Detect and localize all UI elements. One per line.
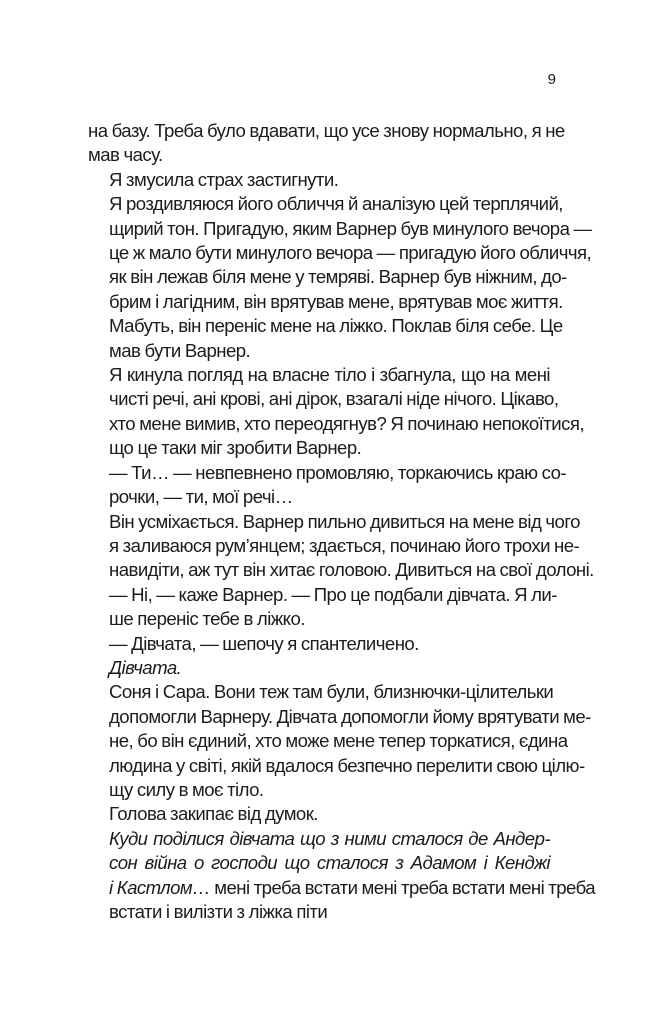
text-line — [88, 436, 550, 460]
paragraph — [88, 656, 550, 680]
text-line — [88, 387, 559, 411]
text-run: допомогли Варнеру. Дівчата допомогли йому врятувати ме- — [109, 705, 591, 727]
paragraph — [88, 192, 592, 363]
text-run: ше переніс тебе в ліжко. — [109, 608, 305, 630]
paragraph — [88, 168, 550, 192]
text-line — [88, 583, 557, 607]
text-run: на базу. Треба було вдавати, що усе знову нормально, я не — [88, 120, 565, 141]
italic-text: Дівчата. — [109, 656, 182, 678]
body-text — [88, 119, 596, 924]
page-number: 9 — [547, 71, 556, 88]
paragraph — [88, 583, 557, 632]
text-line — [88, 802, 550, 826]
text-line — [88, 363, 550, 387]
text-line — [88, 217, 592, 241]
paragraph — [88, 119, 565, 168]
italic-text: і Кастлом… — [109, 876, 211, 898]
text-line — [88, 900, 550, 924]
paragraph — [88, 632, 550, 656]
text-line — [88, 119, 565, 143]
italic-text: Куди поділися дівчата що з ними сталося де Андер- — [109, 827, 550, 849]
text-line — [88, 290, 563, 314]
text-line — [88, 754, 585, 778]
text-run: — Ні, — каже Варнер. — Про це подбали дівчата. Я ли- — [109, 583, 557, 605]
text-run: Він усміхається. Варнер пильно дивиться на мене від чого — [109, 510, 580, 532]
paragraph — [88, 802, 550, 826]
italic-text: сон війна о господи що сталося з Адамом і Кенджі — [109, 852, 550, 874]
text-line — [88, 143, 550, 167]
text-run: Я роздивляюся його обличчя й аналізую цей терплячий, — [109, 193, 563, 215]
text-run: брим і лагідним, він врятував мене, врятував моє життя. — [109, 290, 563, 312]
text-run: як він лежав біля мене у темряві. Варнер був ніжним, до- — [109, 266, 567, 288]
text-line — [88, 192, 563, 216]
paragraph — [88, 461, 567, 510]
text-run: мав бути Варнер. — [109, 339, 251, 361]
text-line — [88, 241, 592, 265]
text-line — [88, 851, 550, 875]
text-line — [88, 534, 580, 558]
text-run: щу силу в моє тіло. — [109, 778, 264, 800]
text-run: Голова закипає від думок. — [109, 803, 318, 825]
text-line — [88, 485, 550, 509]
text-line — [88, 168, 550, 192]
text-line — [88, 827, 550, 851]
text-line — [88, 705, 591, 729]
text-line — [88, 412, 584, 436]
text-run: Я кинула погляд на власне тіло і збагнула, що на мені — [109, 364, 550, 386]
text-run: я заливаюся рум’янцем; здається, починаю його трохи не- — [109, 534, 580, 556]
paragraph — [88, 363, 584, 461]
text-run: — Ти… — невпевнено промовляю, торкаючись краю со- — [109, 461, 567, 483]
text-line — [88, 607, 550, 631]
text-run: навидіти, аж тут він хитає головою. Дивиться на свої долоні. — [109, 559, 594, 581]
text-run: що це таки міг зробити Варнер. — [109, 437, 362, 459]
text-line — [88, 265, 567, 289]
text-line — [88, 339, 550, 363]
text-run: мав часу. — [88, 144, 163, 166]
paragraph — [88, 510, 594, 583]
text-run: щирий тон. Пригадую, яким Варнер був минулого вечора — — [109, 217, 592, 239]
text-run: Мабуть, він переніс мене на ліжко. Поклав біля себе. Це — [109, 315, 563, 337]
text-run: рочки, — ти, мої речі… — [109, 486, 293, 508]
text-line — [88, 314, 563, 338]
text-run: людина у світі, якій вдалося безпечно перелити свою цілю- — [109, 754, 585, 776]
text-line — [88, 729, 568, 753]
text-run: чисті речі, ані крові, ані дірок, взагалі ніде нічого. Цікаво, — [109, 388, 559, 410]
text-line — [88, 876, 596, 900]
text-run: мені треба встати мені треба встати мені треба — [210, 876, 596, 898]
text-line — [88, 778, 550, 802]
text-line — [88, 632, 550, 656]
text-line — [88, 680, 554, 704]
text-run: встати і вилізти з ліжка піти — [109, 901, 328, 922]
text-run: — Дівчата, — шепочу я спантеличено. — [109, 632, 419, 654]
text-run: це ж мало бути минулого вечора — пригадую його обличчя, — [109, 242, 592, 264]
text-run: не, бо він єдиний, хто може мене тепер торкатися, єдина — [109, 730, 568, 752]
text-line — [88, 461, 567, 485]
paragraph — [88, 827, 596, 925]
text-run: хто мене вимив, хто переодягнув? Я починаю непокоїтися, — [109, 412, 584, 434]
text-line — [88, 558, 594, 582]
paragraph — [88, 680, 591, 802]
text-run: Соня і Сара. Вони теж там були, близнючки-цілительки — [109, 681, 554, 703]
text-line — [88, 510, 580, 534]
text-run: Я змусила страх застигнути. — [109, 168, 339, 190]
text-line — [88, 656, 550, 680]
